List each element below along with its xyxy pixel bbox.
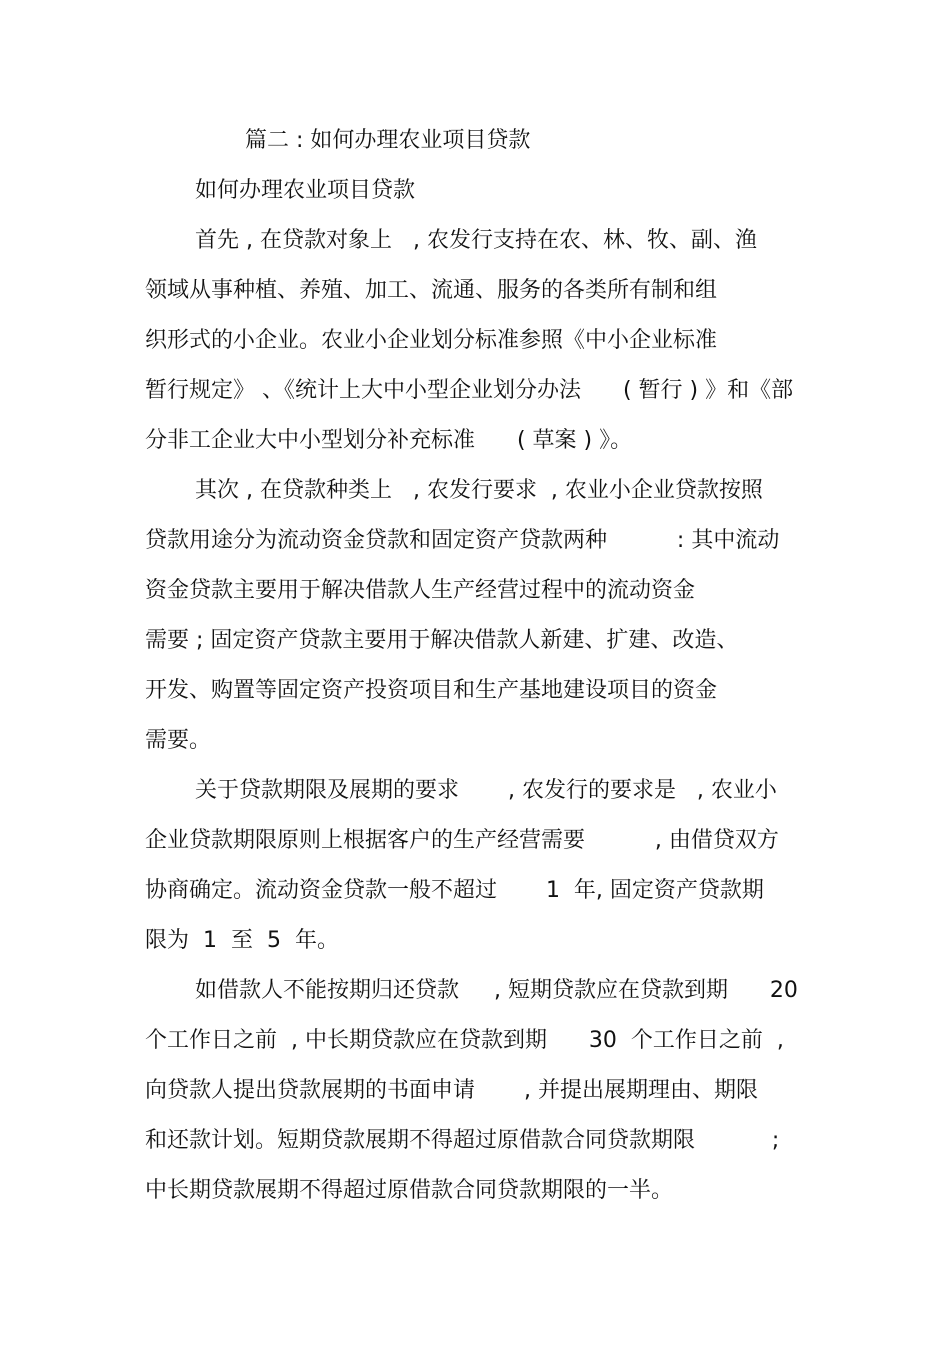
paragraph-2-line-5: 开发、购置等固定资产投资项目和生产基地建设项目的资金 [145, 678, 718, 703]
paragraph-4-line-2: 个工作日之前 , 中长期贷款应在贷款到期 30 个工作日之前 , [145, 1028, 784, 1053]
paragraph-1-line-3: 织形式的小企业。农业小企业划分标准参照《中小企业标准 [145, 328, 718, 353]
paragraph-2-line-6: 需要。 [145, 728, 212, 753]
document-title: 如何办理农业项目贷款 [195, 178, 416, 203]
paragraph-2-line-2: 贷款用途分为流动资金贷款和固定资产贷款两种 : 其中流动 [145, 528, 780, 553]
section-heading: 篇二 : 如何办理农业项目贷款 [245, 128, 531, 153]
paragraph-3-line-4: 限为 1 至 5 年。 [145, 928, 339, 953]
paragraph-1-line-2: 领域从事种植、养殖、加工、流通、服务的各类所有制和组 [145, 278, 718, 303]
paragraph-4-line-1: 如借款人不能按期归还贷款 , 短期贷款应在贷款到期 20 [195, 978, 798, 1003]
paragraph-3-line-2: 企业贷款期限原则上根据客户的生产经营需要 , 由借贷双方 [145, 828, 779, 853]
paragraph-1-line-4: 暂行规定》 、《统计上大中小型企业划分办法 ( 暂行 ) 》和《部 [145, 378, 794, 403]
paragraph-4-line-4: 和还款计划。短期贷款展期不得超过原借款合同贷款期限 ; [145, 1128, 780, 1153]
paragraph-2-line-4: 需要 ; 固定资产贷款主要用于解决借款人新建、扩建、改造、 [145, 628, 739, 653]
paragraph-1-line-5: 分非工企业大中小型划分补充标准 ( 草案 ) 》。 [145, 428, 633, 453]
paragraph-3-line-1: 关于贷款期限及展期的要求 , 农发行的要求是 , 农业小 [195, 778, 777, 803]
paragraph-4-line-5: 中长期贷款展期不得超过原借款合同贷款期限的一半。 [145, 1178, 674, 1203]
paragraph-2-line-1: 其次 , 在贷款种类上 , 农发行要求 , 农业小企业贷款按照 [195, 478, 763, 503]
paragraph-4-line-3: 向贷款人提出贷款展期的书面申请 , 并提出展期理由、期限 [145, 1078, 758, 1103]
paragraph-1-line-1: 首先 , 在贷款对象上 , 农发行支持在农、林、牧、副、渔 [195, 228, 757, 253]
paragraph-3-line-3: 协商确定。流动资金贷款一般不超过 1 年, 固定资产贷款期 [145, 878, 764, 903]
paragraph-2-line-3: 资金贷款主要用于解决借款人生产经营过程中的流动资金 [145, 578, 696, 603]
